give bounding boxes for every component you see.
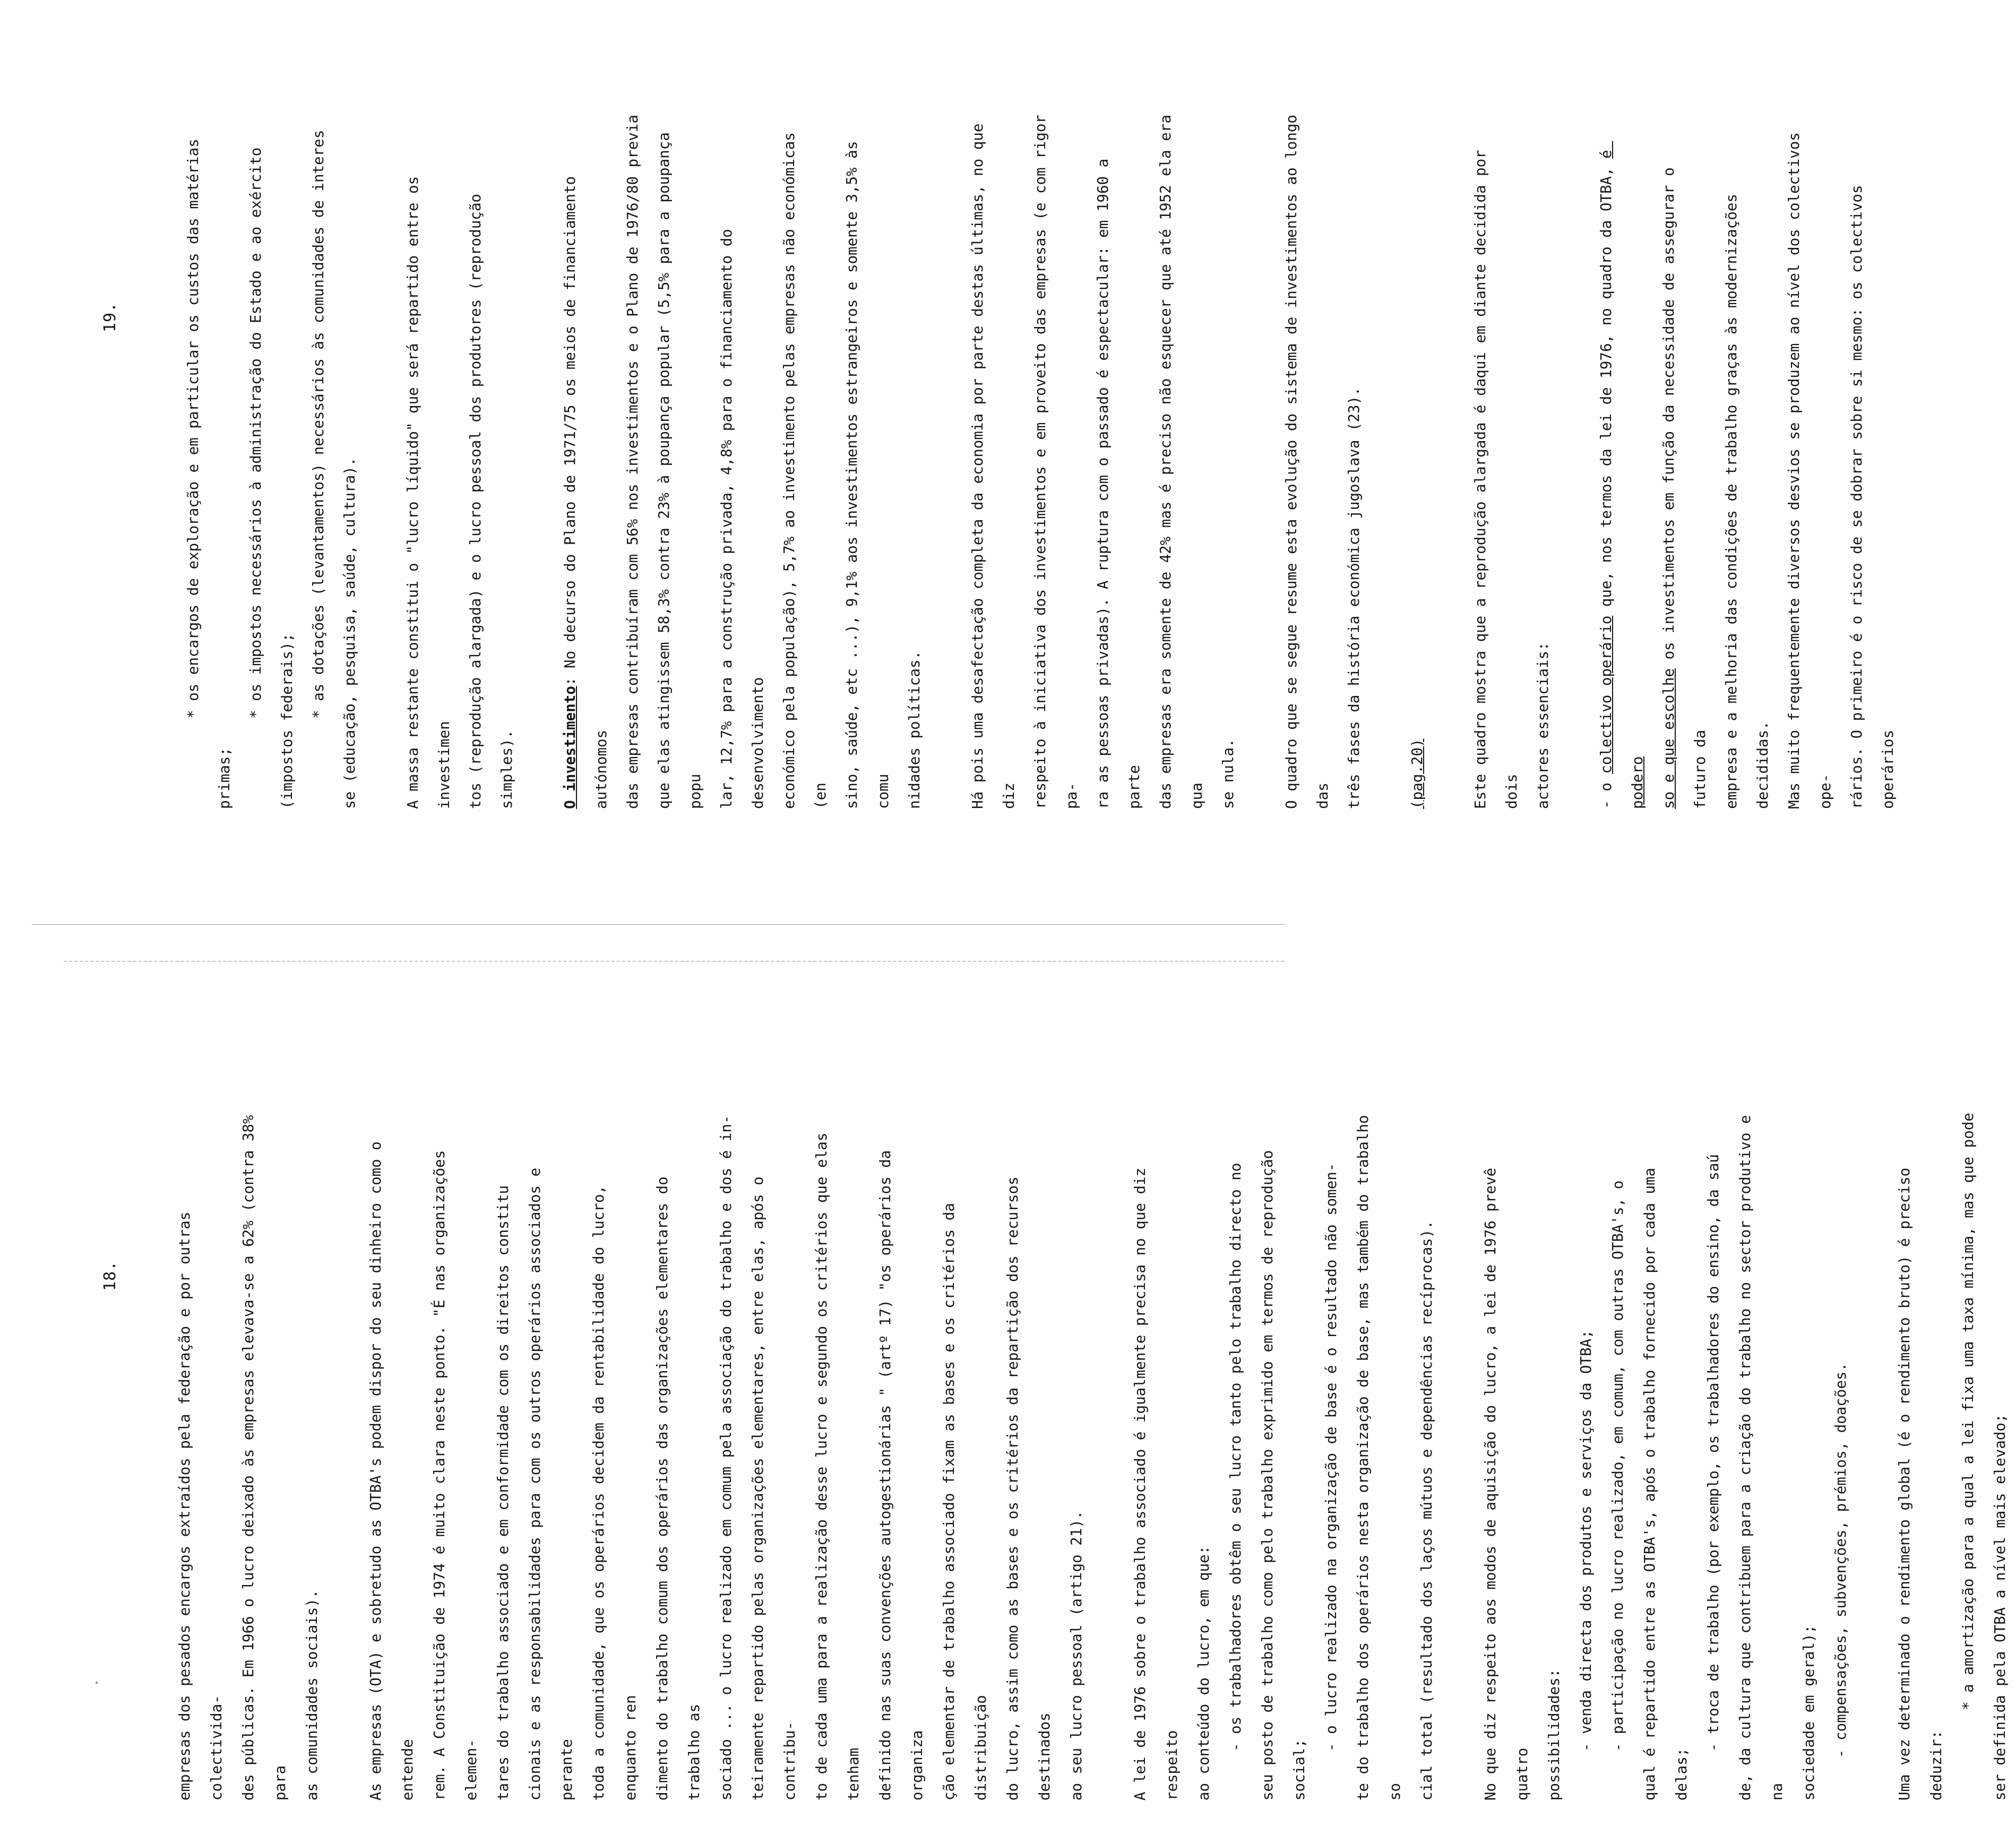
- page-18: [0, 922, 2009, 1843]
- emphasis: é podero: [1598, 141, 1646, 809]
- paragraph: As empresas (OTA) e sobretudo as OTBA's podem dispor do seu dinheiro como o entende rem. A Constituição de 1974 é muito clara neste ponto. "É nas organizações elemen- tares do trabalho associado e em conformidade com os direitos constitu cionais e as responsabilidades para com os outros operários associados e perante toda a comunidade, que os operários decidem da rentabilidade do lucro, enquanto ren dimento do trabalho comum dos operários das organizações elementares do trabalho as sociado ... o lucro realizado em comum pela associação do trabalho e dos é in- teiramente repartido pelas organizações elementares, entre elas, após o contribu- to de cada uma para a realização desse lucro e segundo os critérios que elas tenham definido nas suas convenções autogestionárias " (artº 17) "os operários da organiza ção elementar de trabalho associado fixam as bases e os critérios da distribuição do lucro, assim como as bases e os critérios da repartição dos recursos destinados ao seu lucro pessoal (artigo 21).: [367, 1115, 1085, 1801]
- paragraph: A massa restante constitui o "lucro líquido" que será repartido entre os investimen tos (reprodução alargada) e o lucro pessoal dos produtores (reprodução simples).: [404, 167, 515, 809]
- paragraph-line: sociedade em geral);: [1800, 1624, 1817, 1801]
- list-item: * os impostos necessários à administração do Estado e ao exército: [247, 147, 264, 719]
- paragraph-line: se (educação, pesquisa, saúde, cultura).: [341, 457, 358, 809]
- page-19: [0, 0, 1897, 922]
- paragraph-line: de, da cultura que contribuem para a criação do trabalho no sector produtivo e na: [1737, 1106, 1786, 1801]
- list-item: - venda directa dos produtos e serviços da OTBA;: [1578, 1330, 1595, 1752]
- paragraph: Este quadro mostra que a reprodução alargada é daqui em diante decidida por dois actores essenciais:: [1472, 141, 1552, 809]
- list-item: * os encargos de exploração e em particular os custos das matérias: [185, 139, 202, 719]
- paragraph-line: (impostos federais);: [279, 633, 296, 809]
- list-item: * a amortização para a qual a lei fixa uma taxa mínima, mas que pode: [1960, 1113, 1977, 1710]
- paragraph: O investimento: No decurso do Plano de 1971/75 os meios de financiamento autónomos das empresas contribuíram com 56% nos investimentos e o Plano de 1976/80 previa que elas atingissem 58,3% contra 23% à poupança popular (5,5% para a poupança popu lar, 12,7% para a construção privada, 4,8% para o financiamento do desenvolvimento económico pela população), 5,7% ao investimento pelas empresas não económicas (en sino, saúde, etc ...), 9,1% aos investimentos estrangeiros e somente 3,5% às comu nidades políticas.: [562, 115, 923, 809]
- list-item: - o lucro realizado na organização de base é o resultado não somen-: [1323, 1162, 1340, 1752]
- paragraph: Há pois uma desafectação completa da economia por parte destas últimas, no que diz respeito à iniciativa dos investimentos e em proveito das empresas (e com rigor pa- ra as pessoas privadas). A ruptura com o passado é espectacular: em 1960 a parte das empresas era somente de 42% mas é preciso não esquecer que até 1952 ela era qua se nula.: [969, 106, 1237, 809]
- page-body: [169, 1106, 2016, 1801]
- page-number: 19.: [101, 302, 119, 332]
- paragraph-line: ser definida pela OTBA a nível mais elevado;: [1992, 1414, 2009, 1801]
- emphasis: so e que escolhe: [1660, 668, 1677, 809]
- paragraph: O quadro que se segue resume esta evolução do sistema de investimentos ao longo das três fases da história económica jugoslava (23).: [1283, 106, 1363, 809]
- page-number: 18.: [101, 1260, 119, 1291]
- list-item: - troca de trabalho (por exemplo, os trabalhadores do ensino, da saú: [1705, 1154, 1722, 1752]
- list-item: - os trabalhadores obtêm o seu lucro tanto pelo trabalho directo no: [1227, 1162, 1244, 1752]
- paragraph: empresas dos pesados encargos extraídos pela federação e por outras colectivida- des públicas. Em 1966 o lucro deixado às empresas elevava-se a 62% (contra 38% para as comunidades sociais).: [176, 1106, 321, 1801]
- paragraph-line: seu posto de trabalho como pelo trabalho exprimido em termos de reprodução social;: [1259, 1141, 1308, 1801]
- paragraph-line: qual é repartido entre as OTBA's, após o trabalho fornecido por cada uma delas;: [1641, 1159, 1690, 1801]
- list-item: - compensações, subvenções, prémios, doações.: [1832, 1362, 1849, 1758]
- page-body: [178, 108, 1904, 809]
- list-item: * as dotações (levantamentos) necessários às comunidades de interes: [310, 130, 327, 719]
- paragraph: No que diz respeito aos modos de aquisição do lucro, a lei de 1976 prevê quatro possibilidades:: [1482, 1159, 1563, 1801]
- paragraph-line: primas;: [216, 747, 233, 809]
- page-reference: (pag.20): [1409, 738, 1426, 809]
- page-fold-shadow: [64, 960, 1285, 962]
- list-item: - participação no lucro realizado, em comum, com outras OTBA's, o: [1609, 1180, 1626, 1752]
- paragraph: te do trabalho dos operários nesta organização de base, mas também do trabalho so cial total (resultado dos laços mútuos e dependências recíprocas).: [1355, 1106, 1435, 1801]
- paragraph: - o colectivo operário que, nos termos da lei de 1976, no quadro da OTBA, é podero so e que escolhe os investimentos em função da necessidade de assegurar o futuro da empresa e a melhoria das condições de trabalho graças às modernizações decididas. Mas muito frequentemente diversos desvios se produzem ao nível dos colectivos ope- rários. O primeiro é o risco de se dobrar sobre si mesmo: os colectivos operários: [1598, 123, 1897, 809]
- section-heading: O investimento: [562, 686, 579, 809]
- paragraph: A lei de 1976 sobre o trabalho associado é igualmente precisa no que diz respeito ao conteúdo do lucro, em que:: [1132, 1159, 1212, 1801]
- paragraph-line: Uma vez determinado o rendimento global (é o rendimento bruto) é preciso deduzir:: [1896, 1159, 1945, 1801]
- emphasis: colectivo operário: [1598, 615, 1615, 774]
- page-divider: [32, 924, 1285, 925]
